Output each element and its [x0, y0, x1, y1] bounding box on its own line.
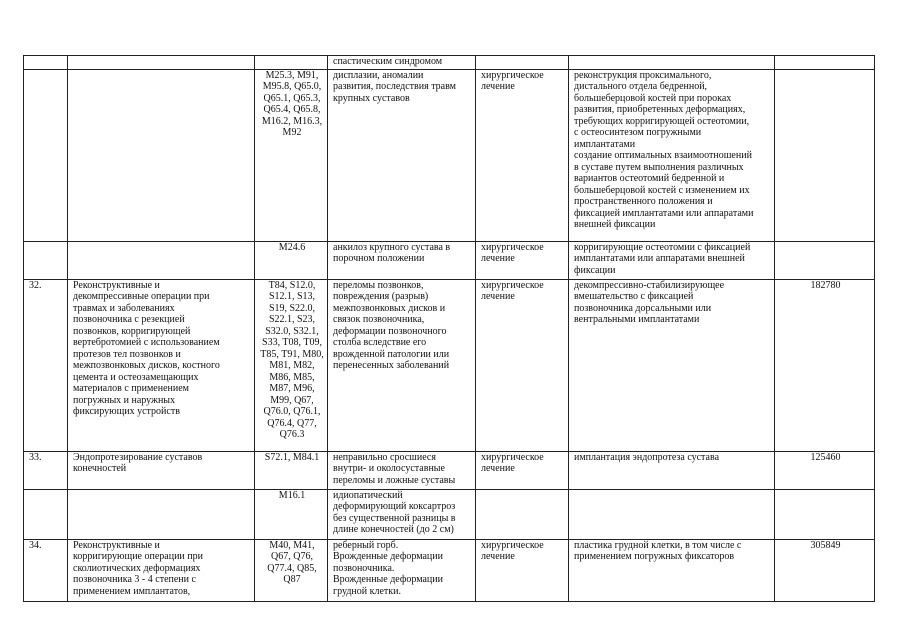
table-row: [24, 279, 875, 451]
service-name: [68, 56, 255, 70]
price: [775, 69, 875, 241]
icd-codes: M40, M41, Q67, Q76, Q77.4, Q85, Q87: [255, 539, 328, 601]
price: 125460: [775, 451, 875, 489]
price: [775, 489, 875, 539]
price: 182780: [775, 279, 875, 451]
row-number: 32.: [24, 279, 68, 451]
treatment-table: [23, 55, 875, 602]
icd-codes: S72.1, M84.1: [255, 451, 328, 489]
service-name: Реконструктивные и декомпрессивные операции при травмах и заболеваниях позвоночника с резекцией позвонков, корригирующей вертебротомией с использованием протезов тел позвонков и межпозвонковых дисков, костного цемента и остеозамещающих материалов с применением погружных и наружных фиксирующих устройств: [68, 279, 255, 451]
service-name: Эндопротезирование суставов конечностей: [68, 451, 255, 489]
treatment-method: [569, 489, 775, 539]
patient-model: реберный горб. Врожденные деформации позвоночника. Врожденные деформации грудной клетки.: [328, 539, 476, 601]
service-name: [68, 489, 255, 539]
icd-codes: [255, 56, 328, 70]
price: [775, 241, 875, 279]
patient-model: переломы позвонков, повреждения (разрыв) межпозвонковых дисков и связок позвоночника, деформации позвоночного столба вследствие его врожденной патологии или перенесенных заболеваний: [328, 279, 476, 451]
treatment-kind: [476, 489, 569, 539]
service-name: [68, 241, 255, 279]
treatment-method: пластика грудной клетки, в том числе с применением погружных фиксаторов: [569, 539, 775, 601]
service-name: [68, 69, 255, 241]
icd-codes: M24.6: [255, 241, 328, 279]
row-number: 33.: [24, 451, 68, 489]
treatment-method: декомпрессивно-стабилизирующее вмешательство с фиксацией позвоночника дорсальными или вентральными имплантатами: [569, 279, 775, 451]
treatment-kind: хирургическое лечение: [476, 69, 569, 241]
table-body: [24, 56, 875, 602]
icd-codes: M16.1: [255, 489, 328, 539]
treatment-method: реконструкция проксимального, дистального отдела бедренной, большеберцовой костей при пороках развития, приобретенных деформациях, требующих корригирующей остеотомии, с остеосинтезом погружными имплантатами создание оптимальных взаимоотношений в суставе путем выполнения различных вариантов остеотомий бедренной и большеберцовой костей с изменением их пространственного положения и фиксацией имплантатами или аппаратами внешней фиксации: [569, 69, 775, 241]
table-row: [24, 241, 875, 279]
treatment-kind: [476, 56, 569, 70]
patient-model: неправильно сросшиеся внутри- и околосуставные переломы и ложные суставы: [328, 451, 476, 489]
treatment-kind: хирургическое лечение: [476, 539, 569, 601]
service-name: Реконструктивные и корригирующие операции при сколиотических деформациях позвоночника 3 - 4 степени с применением имплантатов,: [68, 539, 255, 601]
row-number: [24, 489, 68, 539]
table-row: [24, 539, 875, 601]
treatment-kind: хирургическое лечение: [476, 451, 569, 489]
row-number: [24, 56, 68, 70]
table-row: [24, 69, 875, 241]
table-row: [24, 451, 875, 489]
patient-model: спастическим синдромом: [328, 56, 476, 70]
icd-codes: T84, S12.0, S12.1, S13, S19, S22.0, S22.1, S23, S32.0, S32.1, S33, T08, T09, T85, T91, M80, M81, M82, M86, M85, M87, M96, M99, Q67, Q76.0, Q76.1, Q76.4, Q77, Q76.3: [255, 279, 328, 451]
row-number: [24, 241, 68, 279]
patient-model: идиопатический деформирующий коксартроз без существенной разницы в длине конечностей (до 2 см): [328, 489, 476, 539]
treatment-kind: хирургическое лечение: [476, 279, 569, 451]
patient-model: дисплазии, аномалии развития, последствия травм крупных суставов: [328, 69, 476, 241]
icd-codes: M25.3, M91, M95.8, Q65.0, Q65.1, Q65.3, Q65.4, Q65.8, M16.2, M16.3, M92: [255, 69, 328, 241]
row-number: 34.: [24, 539, 68, 601]
treatment-method: имплантация эндопротеза сустава: [569, 451, 775, 489]
treatment-kind: хирургическое лечение: [476, 241, 569, 279]
patient-model: анкилоз крупного сустава в порочном положении: [328, 241, 476, 279]
treatment-method: корригирующие остеотомии с фиксацией имплантатами или аппаратами внешней фиксации: [569, 241, 775, 279]
price: [775, 56, 875, 70]
treatment-method: [569, 56, 775, 70]
price: 305849: [775, 539, 875, 601]
table-row: [24, 56, 875, 70]
row-number: [24, 69, 68, 241]
table-row: [24, 489, 875, 539]
